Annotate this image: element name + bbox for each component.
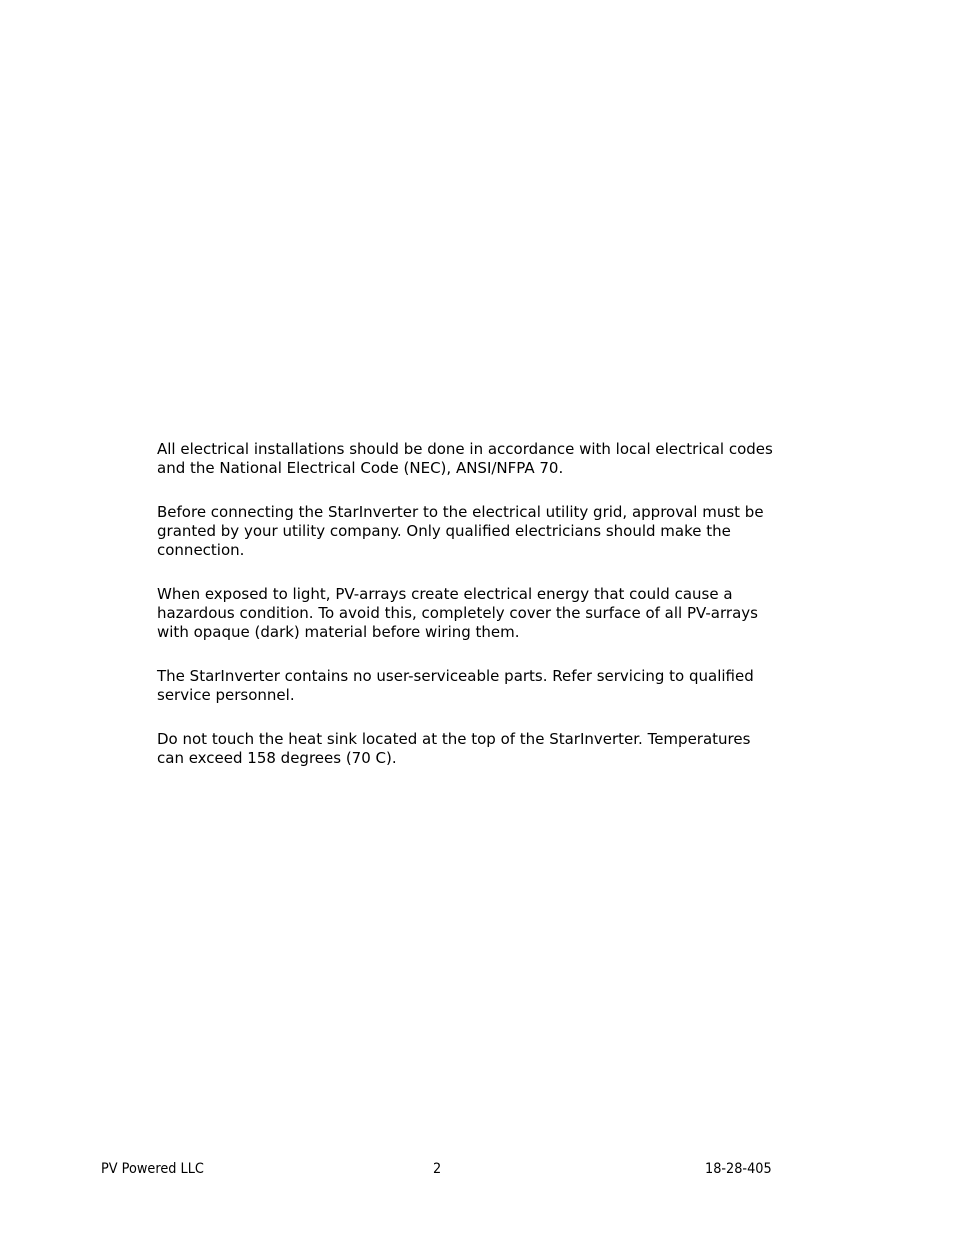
safety-paragraph-no-serviceable-parts: The StarInverter contains no user-serviceable parts. Refer servicing to qualified service personnel. (157, 667, 754, 704)
safety-paragraph-utility-approval: Before connecting the StarInverter to the electrical utility grid, approval must be granted by your utility company. Only qualified electricians should make the connection. (157, 503, 764, 559)
footer-page-number: 2 (433, 1161, 442, 1177)
footer-document-number: 18-28-405 (705, 1161, 772, 1177)
safety-paragraph-heat-sink: Do not touch the heat sink located at the top of the StarInverter. Temperatures can exceed 158 degrees (70 C). (157, 730, 751, 767)
safety-instructions (157, 440, 807, 793)
footer-company: PV Powered LLC (101, 1161, 204, 1177)
safety-paragraph-electrical-codes: All electrical installations should be done in accordance with local electrical codes and the National Electrical Code (NEC), ANSI/NFPA 70. (157, 440, 773, 477)
safety-paragraph-pv-array-hazard: When exposed to light, PV-arrays create electrical energy that could cause a hazardous condition. To avoid this, completely cover the surface of all PV-arrays with opaque (dark) material before wiring them. (157, 585, 758, 641)
